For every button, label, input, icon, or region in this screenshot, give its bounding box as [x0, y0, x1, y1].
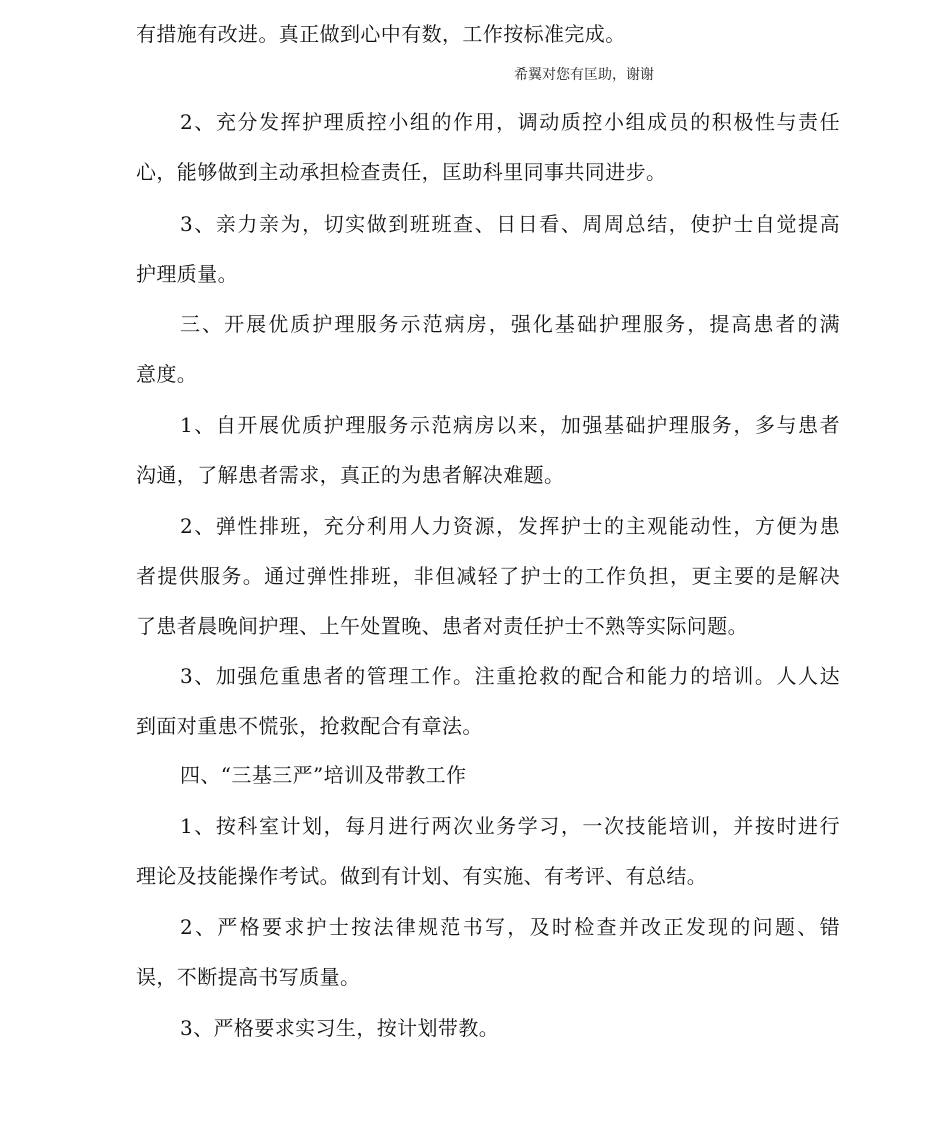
text-line: 1、按科室计划，每月进行两次业务学习，一次技能培训，并按时进行 [180, 814, 840, 838]
text-line: 者提供服务。通过弹性排班，非但减轻了护士的工作负担，更主要的是解决 [136, 564, 840, 588]
text-line: 3、严格要求实习生，按计划带教。 [180, 1016, 500, 1040]
section-heading: 三、开展优质护理服务示范病房，强化基础护理服务，提高患者的满 [180, 312, 840, 336]
footer-note: 希翼对您有匡助，谢谢 [514, 67, 654, 83]
text-line: 误，不断提高书写质量。 [136, 965, 361, 989]
text-line: 了患者晨晚间护理、上午处置晚、患者对责任护士不熟等实际问题。 [136, 614, 748, 638]
text-line: 2、充分发挥护理质控小组的作用，调动质控小组成员的积极性与责任 [180, 110, 840, 134]
section-heading: 四、“三基三严”培训及带教工作 [180, 763, 467, 787]
text-line: 意度。 [136, 362, 198, 386]
text-line: 1、自开展优质护理服务示范病房以来，加强基础护理服务，多与患者 [180, 413, 840, 437]
text-line: 护理质量。 [136, 262, 238, 286]
text-line: 理论及技能操作考试。做到有计划、有实施、有考评、有总结。 [136, 864, 708, 888]
text-line: 2、弹性排班，充分利用人力资源，发挥护士的主观能动性，方便为患 [180, 514, 840, 538]
text-line: 3、亲力亲为，切实做到班班查、日日看、周周总结，使护士自觉提高 [180, 212, 840, 236]
text-line: 有措施有改进。真正做到心中有数，工作按标准完成。 [136, 22, 626, 46]
text-line: 沟通，了解患者需求，真正的为患者解决难题。 [136, 463, 565, 487]
text-line: 2、严格要求护士按法律规范书写，及时检查并改正发现的问题、错 [180, 915, 840, 939]
text-line: 到面对重患不慌张，抢救配合有章法。 [136, 714, 483, 738]
text-line: 心，能够做到主动承担检查责任，匡助科里同事共同进步。 [136, 160, 667, 184]
text-line: 3、加强危重患者的管理工作。注重抢救的配合和能力的培训。人人达 [180, 664, 840, 688]
